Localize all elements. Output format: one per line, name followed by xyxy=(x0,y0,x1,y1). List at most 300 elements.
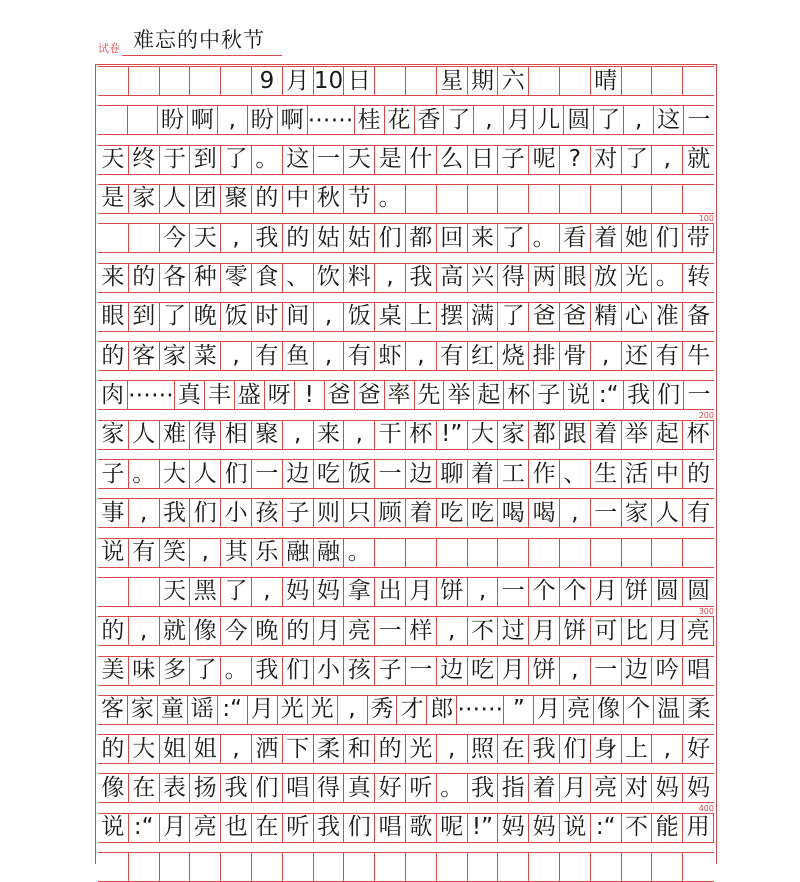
grid-cell: 干 xyxy=(375,421,406,449)
grid-cell: 牛 xyxy=(687,342,711,369)
grid-cell: 孩 xyxy=(344,657,375,685)
grid-cell: 肉 xyxy=(98,381,128,409)
grid-cell: 中 xyxy=(283,185,314,213)
grid-cell: 月 xyxy=(160,814,191,842)
grid-cell: 呢 xyxy=(529,146,560,174)
grid-cell: , xyxy=(406,342,437,370)
grid-cell: 人 xyxy=(652,499,683,527)
grid-cell xyxy=(283,853,314,881)
grid-cell: 子 xyxy=(375,657,406,685)
grid-cell: 的 xyxy=(98,342,129,370)
grid-cell: 今 xyxy=(160,224,191,252)
grid-cell: 摆 xyxy=(437,303,468,331)
grid-cell: 有 xyxy=(252,342,283,370)
grid-cell: 日 xyxy=(468,146,499,174)
grid-cell: 杯 xyxy=(406,421,437,449)
grid-row xyxy=(98,66,714,96)
grid-cell: 我 xyxy=(529,735,560,763)
grid-cell: 吃 xyxy=(468,657,499,685)
grid-cell: 妈 xyxy=(498,814,529,842)
grid-cell: 活 xyxy=(622,460,653,488)
grid-cell: 一 xyxy=(591,499,622,527)
grid-cell: 笑 xyxy=(160,539,191,567)
grid-cell: 一 xyxy=(375,460,406,488)
grid-cell: 生 xyxy=(591,460,622,488)
grid-cell xyxy=(129,224,160,252)
grid-cell: 好 xyxy=(687,735,711,762)
grid-cell: 。 xyxy=(375,185,406,213)
grid-cell: 家 xyxy=(129,185,160,213)
grid-cell: 个 xyxy=(529,578,560,606)
grid-cell: , xyxy=(314,303,345,331)
grid-cell xyxy=(437,853,468,881)
grid-cell xyxy=(652,539,683,567)
grid-cell: ⋯⋯ xyxy=(457,696,504,723)
grid-cell: 边 xyxy=(283,460,314,488)
grid-cell: 出 xyxy=(375,578,406,606)
grid-row xyxy=(98,105,714,135)
grid-cell: 边 xyxy=(622,657,653,685)
grid-cell xyxy=(252,853,283,881)
grid-cell: , xyxy=(375,264,406,292)
grid-cell: 中 xyxy=(652,460,683,488)
grid-cell: 我 xyxy=(314,814,345,842)
grid-cell: 比 xyxy=(622,617,653,645)
grid-cell: 、 xyxy=(560,460,591,488)
grid-cell: 过 xyxy=(498,617,529,645)
grid-cell: 月 xyxy=(529,617,560,645)
grid-cell: 顾 xyxy=(375,499,406,527)
grid-cell: 红 xyxy=(468,342,499,370)
grid-cell: 起 xyxy=(652,421,683,449)
grid-cell: 我 xyxy=(406,264,437,292)
grid-cell: 我 xyxy=(221,774,252,802)
grid-cell: , xyxy=(190,539,221,567)
grid-cell xyxy=(221,853,252,881)
grid-cell: 表 xyxy=(160,774,191,802)
grid-cell: 。 xyxy=(221,657,252,685)
grid-cell: , xyxy=(283,421,314,449)
grid-cell: 都 xyxy=(529,421,560,449)
grid-cell: 们 xyxy=(252,774,283,802)
grid-cell xyxy=(129,67,160,95)
title-underline xyxy=(122,55,282,56)
grid-cell: 有 xyxy=(129,539,160,567)
grid-cell: 我 xyxy=(252,224,283,252)
grid-cell: 谣 xyxy=(188,696,218,724)
grid-cell: 个 xyxy=(560,578,591,606)
grid-cell: 晚 xyxy=(190,303,221,331)
grid-row xyxy=(98,498,714,528)
grid-cell xyxy=(375,67,406,95)
grid-cell: 。 xyxy=(529,224,560,252)
grid-cell xyxy=(498,185,529,213)
grid-cell: 姑 xyxy=(344,224,375,252)
grid-cell: 说 xyxy=(98,539,129,567)
grid-cell xyxy=(529,67,560,95)
grid-cell: 家 xyxy=(160,342,191,370)
grid-cell: 只 xyxy=(344,499,375,527)
grid-cell: 真 xyxy=(344,774,375,802)
grid-cell: 月 xyxy=(560,774,591,802)
grid-cell: 爸 xyxy=(560,303,591,331)
grid-cell: 大 xyxy=(468,421,499,449)
grid-cell: 节 xyxy=(344,185,375,213)
grid-cell: 大 xyxy=(160,460,191,488)
grid-cell: 吃 xyxy=(314,460,345,488)
grid-cell: !” xyxy=(468,814,499,842)
grid-cell: 对 xyxy=(591,146,622,174)
grid-cell: 郎 xyxy=(427,696,457,724)
grid-cell xyxy=(652,853,683,881)
grid-cell xyxy=(468,185,499,213)
grid-cell: 9 xyxy=(252,67,283,95)
grid-cell xyxy=(591,539,622,567)
grid-cell: 一 xyxy=(687,106,711,133)
grid-cell: 着 xyxy=(406,499,437,527)
grid-row xyxy=(98,656,714,686)
grid-cell: 了 xyxy=(498,224,529,252)
grid-cell xyxy=(683,539,714,567)
grid-row xyxy=(98,734,714,764)
grid-cell: 眼 xyxy=(98,303,129,331)
word-count-marker: 200 xyxy=(698,410,714,420)
grid-cell: 得 xyxy=(498,264,529,292)
grid-cell: :“ xyxy=(591,814,622,842)
grid-row xyxy=(98,184,714,214)
grid-cell: 丰 xyxy=(205,381,235,409)
grid-cell: 天 xyxy=(160,578,191,606)
grid-cell xyxy=(344,853,375,881)
grid-cell: 饼 xyxy=(622,578,653,606)
grid-cell: 妈 xyxy=(652,774,683,802)
grid-cell: 是 xyxy=(98,185,129,213)
grid-cell: 个 xyxy=(624,696,654,724)
grid-cell: 饮 xyxy=(314,264,345,292)
grid-cell: 晴 xyxy=(591,67,622,95)
grid-cell: 各 xyxy=(160,264,191,292)
grid-cell: 光 xyxy=(308,696,338,724)
grid-cell: 这 xyxy=(283,146,314,174)
grid-cell: 饼 xyxy=(529,657,560,685)
grid-cell xyxy=(468,853,499,881)
grid-cell: 举 xyxy=(444,381,474,409)
grid-cell: 什 xyxy=(406,146,437,174)
grid-cell xyxy=(591,185,622,213)
grid-cell: 了 xyxy=(221,146,252,174)
grid-cell: , xyxy=(221,224,252,252)
grid-cell: 柔 xyxy=(687,696,711,723)
grid-cell: 身 xyxy=(591,735,622,763)
grid-cell: 得 xyxy=(314,774,345,802)
grid-cell: , xyxy=(437,617,468,645)
grid-cell: 光 xyxy=(406,735,437,763)
grid-cell: 家 xyxy=(98,421,129,449)
grid-cell: 跟 xyxy=(560,421,591,449)
grid-cell xyxy=(560,853,591,881)
grid-row xyxy=(98,852,714,882)
grid-cell xyxy=(529,185,560,213)
grid-cell: 喝 xyxy=(529,499,560,527)
grid-cell xyxy=(498,539,529,567)
grid-cell: 我 xyxy=(624,381,654,409)
grid-cell: 六 xyxy=(498,67,529,95)
grid-cell: , xyxy=(314,342,345,370)
grid-cell: 大 xyxy=(129,735,160,763)
grid-cell: 盼 xyxy=(158,106,188,134)
grid-cell: ? xyxy=(560,146,591,174)
grid-cell: 的 xyxy=(98,617,129,645)
grid-cell: 的 xyxy=(252,185,283,213)
grid-cell: 的 xyxy=(375,735,406,763)
grid-cell: 饭 xyxy=(344,460,375,488)
grid-cell: 终 xyxy=(129,146,160,174)
grid-cell: 味 xyxy=(129,657,160,685)
grid-cell: 杯 xyxy=(504,381,534,409)
grid-row xyxy=(98,607,714,646)
grid-cell xyxy=(406,853,437,881)
grid-cell: 作 xyxy=(529,460,560,488)
grid-cell: 边 xyxy=(406,460,437,488)
grid-cell: 像 xyxy=(98,774,129,802)
grid-cell: 客 xyxy=(129,342,160,370)
grid-cell: 其 xyxy=(221,539,252,567)
grid-cell: 姐 xyxy=(160,735,191,763)
grid-cell: 有 xyxy=(437,342,468,370)
grid-cell: 融 xyxy=(314,539,345,567)
grid-cell: 了 xyxy=(498,303,529,331)
grid-cell: , xyxy=(221,342,252,370)
grid-cell: ” xyxy=(504,696,534,724)
grid-row xyxy=(98,145,714,175)
grid-cell: 来 xyxy=(98,264,129,292)
grid-cell: 都 xyxy=(406,224,437,252)
grid-cell: 爸 xyxy=(355,381,385,409)
grid-cell: 一 xyxy=(498,578,529,606)
grid-row xyxy=(98,577,714,607)
grid-cell: 姐 xyxy=(190,735,221,763)
grid-cell: 们 xyxy=(283,657,314,685)
grid-cell: 子 xyxy=(98,460,129,488)
grid-cell: , xyxy=(129,617,160,645)
grid-cell: 们 xyxy=(344,814,375,842)
grid-cell: 了 xyxy=(221,578,252,606)
grid-cell: 10 xyxy=(313,67,344,94)
grid-cell: 就 xyxy=(687,146,711,173)
grid-cell: 天 xyxy=(344,146,375,174)
grid-cell: 食 xyxy=(252,264,283,292)
grid-cell: 儿 xyxy=(534,106,564,134)
grid-cell: 桌 xyxy=(375,303,406,331)
grid-cell: 月 xyxy=(248,696,278,724)
grid-cell xyxy=(160,67,191,95)
grid-cell: 了 xyxy=(622,146,653,174)
grid-cell: 人 xyxy=(129,421,160,449)
grid-cell: 下 xyxy=(283,735,314,763)
grid-cell xyxy=(652,185,683,213)
grid-cell: 零 xyxy=(221,264,252,292)
grid-cell: 唱 xyxy=(283,774,314,802)
grid-cell: 唱 xyxy=(687,657,711,683)
grid-cell: , xyxy=(129,499,160,527)
grid-cell: 事 xyxy=(98,499,129,527)
grid-cell: 一 xyxy=(314,146,345,174)
grid-cell: 人 xyxy=(160,185,191,213)
grid-cell: 秋 xyxy=(314,185,345,213)
grid-cell: 们 xyxy=(652,224,683,252)
grid-cell: 骨 xyxy=(560,342,591,370)
grid-cell xyxy=(129,578,160,606)
grid-cell: 兴 xyxy=(468,264,499,292)
grid-cell: 月 xyxy=(504,106,534,134)
grid-cell: , xyxy=(560,657,591,685)
grid-cell: 童 xyxy=(158,696,188,724)
grid-cell: 心 xyxy=(622,303,653,331)
grid-cell: 看 xyxy=(560,224,591,252)
grid-cell: , xyxy=(560,499,591,527)
grid-cell: , xyxy=(591,342,622,370)
grid-cell: 子 xyxy=(498,146,529,174)
grid-cell: 样 xyxy=(406,617,437,645)
grid-cell: 家 xyxy=(622,499,653,527)
grid-cell: 不 xyxy=(468,617,499,645)
grid-cell: 亮 xyxy=(683,617,714,645)
grid-cell: 能 xyxy=(652,814,683,842)
grid-cell: 的 xyxy=(283,617,314,645)
grid-cell xyxy=(560,185,591,213)
grid-cell: 用 xyxy=(683,814,714,842)
grid-cell: 转 xyxy=(687,264,711,290)
worksheet-header xyxy=(0,0,800,58)
grid-cell: 秀 xyxy=(368,696,398,724)
grid-cell: 扬 xyxy=(190,774,221,802)
grid-cell xyxy=(160,853,191,881)
grid-cell: 相 xyxy=(221,421,252,449)
grid-cell: 乐 xyxy=(252,539,283,567)
grid-cell xyxy=(98,853,129,881)
grid-cell: 月 xyxy=(498,657,529,685)
grid-cell: 天 xyxy=(98,146,129,174)
grid-cell xyxy=(437,185,468,213)
grid-cell: 光 xyxy=(622,264,653,292)
grid-cell: 圆 xyxy=(564,106,594,134)
grid-cell: 在 xyxy=(252,814,283,842)
grid-cell: 真 xyxy=(175,381,205,409)
grid-row xyxy=(98,695,714,725)
grid-cell: 说 xyxy=(98,814,129,842)
grid-cell: 指 xyxy=(498,774,529,802)
grid-cell: 唱 xyxy=(375,814,406,842)
grid-cell: 有 xyxy=(344,342,375,370)
grid-cell: 天 xyxy=(190,224,221,252)
grid-row xyxy=(98,302,714,332)
grid-cell: 日 xyxy=(344,67,375,95)
grid-cell: 呢 xyxy=(437,814,468,842)
grid-cell: 一 xyxy=(591,657,622,685)
grid-cell: 在 xyxy=(129,774,160,802)
grid-cell: 了 xyxy=(594,106,624,134)
grid-cell: 说 xyxy=(560,814,591,842)
grid-cell: :“ xyxy=(218,696,248,724)
grid-cell: 眼 xyxy=(560,264,591,292)
grid-cell: 姑 xyxy=(314,224,345,252)
grid-cell xyxy=(468,539,499,567)
grid-cell: 月 xyxy=(591,578,622,606)
grid-cell: 这 xyxy=(654,106,684,134)
grid-cell xyxy=(652,67,683,95)
grid-cell xyxy=(622,67,653,95)
grid-cell xyxy=(98,224,129,252)
grid-cell: 准 xyxy=(652,303,683,331)
grid-cell: 盼 xyxy=(248,106,278,134)
grid-cell: 桂 xyxy=(355,106,385,134)
grid-cell: 上 xyxy=(406,303,437,331)
grid-row xyxy=(98,341,714,371)
grid-cell: 举 xyxy=(622,421,653,449)
grid-cell: 爸 xyxy=(529,303,560,331)
grid-cell: 呀 xyxy=(265,381,295,409)
grid-cell: 像 xyxy=(594,696,624,724)
grid-cell: 听 xyxy=(406,774,437,802)
word-count-marker: 400 xyxy=(698,803,714,813)
grid-cell: 月 xyxy=(406,578,437,606)
grid-cell: 客 xyxy=(98,696,128,724)
grid-cell: 不 xyxy=(622,814,653,842)
grid-cell: 排 xyxy=(529,342,560,370)
grid-cell xyxy=(314,853,345,881)
grid-cell: 到 xyxy=(129,303,160,331)
grid-cell: 率 xyxy=(385,381,415,409)
grid-cell: 。 xyxy=(344,539,375,567)
grid-cell: 来 xyxy=(314,421,345,449)
grid-cell xyxy=(190,853,221,881)
grid-cell: 聊 xyxy=(437,460,468,488)
grid-cell xyxy=(591,853,622,881)
grid-cell: 的 xyxy=(687,460,711,487)
grid-cell xyxy=(560,539,591,567)
grid-cell: 期 xyxy=(468,67,499,95)
grid-cell: , xyxy=(252,578,283,606)
grid-cell: 好 xyxy=(375,774,406,802)
grid-cell: 照 xyxy=(468,735,499,763)
grid-cell: 备 xyxy=(687,303,711,330)
grid-cell: , xyxy=(437,735,468,763)
grid-cell xyxy=(560,67,591,95)
grid-cell xyxy=(375,539,406,567)
grid-cell: 么 xyxy=(437,146,468,174)
grid-row xyxy=(98,410,714,450)
grid-cell xyxy=(98,67,129,95)
grid-cell: 我 xyxy=(252,657,283,685)
grid-cell: 饼 xyxy=(437,578,468,606)
grid-row xyxy=(98,263,714,293)
grid-cell: 间 xyxy=(283,303,314,331)
grid-cell: , xyxy=(221,735,252,763)
grid-cell xyxy=(498,853,529,881)
grid-cell: 吟 xyxy=(652,657,683,685)
grid-cell: 圆 xyxy=(687,578,711,605)
grid-cell: :“ xyxy=(129,814,160,842)
grid-cell xyxy=(406,539,437,567)
grid-cell: ! xyxy=(295,381,325,409)
grid-cell: 盛 xyxy=(235,381,265,409)
grid-cell xyxy=(683,67,714,95)
grid-cell: 多 xyxy=(160,657,191,685)
grid-row xyxy=(98,803,714,843)
grid-cell: 融 xyxy=(283,539,314,567)
grid-row xyxy=(98,459,714,489)
grid-cell: 聚 xyxy=(221,185,252,213)
